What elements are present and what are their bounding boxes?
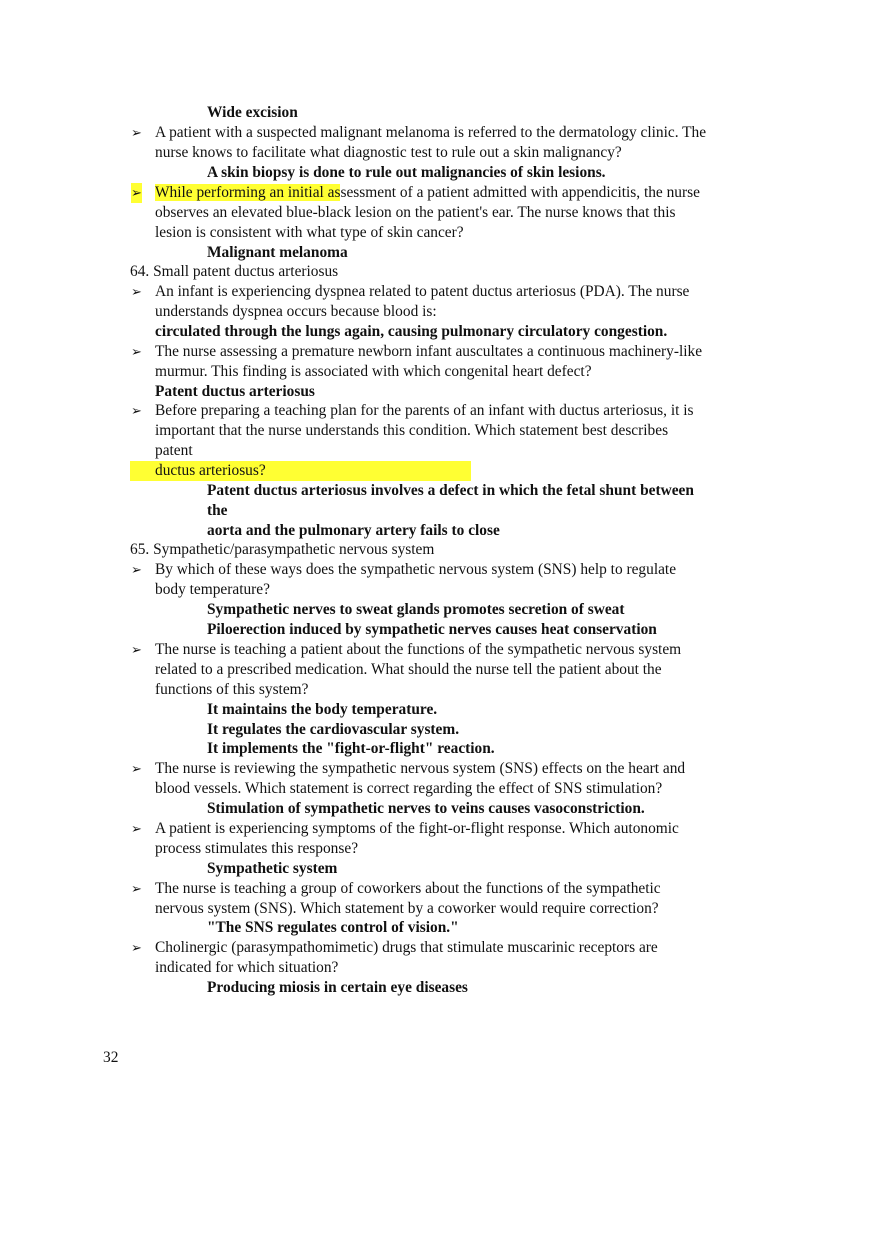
section-heading: 65. Sympathetic/parasympathetic nervous system xyxy=(130,541,435,558)
question-text: blood vessels. Which statement is correct regarding the effect of SNS stimulation? xyxy=(155,780,663,797)
answer-text: Piloerection induced by sympathetic nerves causes heat conservation xyxy=(207,621,657,638)
answer-text: It maintains the body temperature. xyxy=(207,701,438,718)
question-text: By which of these ways does the sympathetic nervous system (SNS) help to regulate xyxy=(155,561,677,578)
page-number: 32 xyxy=(103,1049,119,1066)
answer-text: It regulates the cardiovascular system. xyxy=(207,721,460,738)
question-text: The nurse is teaching a group of coworkers about the functions of the sympathetic xyxy=(155,880,661,897)
bullet-icon: ➢ xyxy=(131,344,142,359)
answer-text: Malignant melanoma xyxy=(207,244,348,261)
question-text: A patient is experiencing symptoms of the fight-or-flight response. Which autonomic xyxy=(155,820,679,837)
answer-text: A skin biopsy is done to rule out malignancies of skin lesions. xyxy=(207,164,606,181)
answer-text: Patent ductus arteriosus xyxy=(155,383,315,400)
bullet-icon: ➢ xyxy=(131,403,142,418)
question-text: The nurse assessing a premature newborn infant auscultates a continuous machinery-like xyxy=(155,343,703,360)
question-text: related to a prescribed medication. What should the nurse tell the patient about the xyxy=(155,661,662,678)
question-text: process stimulates this response? xyxy=(155,840,359,857)
question-text: Before preparing a teaching plan for the parents of an infant with ductus arteriosus, it is xyxy=(155,402,694,419)
answer-text: the xyxy=(207,502,228,519)
section-heading: 64. Small patent ductus arteriosus xyxy=(130,263,339,280)
bullet-icon: ➢ xyxy=(131,821,142,836)
bullet-icon: ➢ xyxy=(131,642,142,657)
bullet-icon: ➢ xyxy=(131,125,142,140)
question-text: functions of this system? xyxy=(155,681,309,698)
question-text: While performing an initial assessment of a patient admitted with appendicitis, the nurse xyxy=(155,184,700,201)
answer-text: Patent ductus arteriosus involves a defect in which the fetal shunt between xyxy=(207,482,694,499)
answer-text: Sympathetic system xyxy=(207,860,338,877)
question-text: observes an elevated blue-black lesion on the patient's ear. The nurse knows that this xyxy=(155,204,676,221)
question-text: understands dyspnea occurs because blood is: xyxy=(155,303,437,320)
question-text: murmur. This finding is associated with which congenital heart defect? xyxy=(155,363,592,380)
bullet-icon: ➢ xyxy=(131,761,142,776)
question-text: patent xyxy=(155,442,193,459)
question-text: ductus arteriosus? xyxy=(155,462,266,479)
question-text: lesion is consistent with what type of skin cancer? xyxy=(155,224,464,241)
question-text: body temperature? xyxy=(155,581,270,598)
bullet-icon: ➢ xyxy=(131,940,142,955)
question-text: important that the nurse understands this condition. Which statement best describes xyxy=(155,422,669,439)
answer-text: aorta and the pulmonary artery fails to close xyxy=(207,522,500,539)
answer-text: Producing miosis in certain eye diseases xyxy=(207,979,468,996)
answer-text: "The SNS regulates control of vision." xyxy=(207,919,459,936)
question-text: The nurse is teaching a patient about the functions of the sympathetic nervous system xyxy=(155,641,682,658)
bullet-icon: ➢ xyxy=(131,284,142,299)
question-text: Cholinergic (parasympathomimetic) drugs that stimulate muscarinic receptors are xyxy=(155,939,658,956)
highlighted-text: While performing an initial as xyxy=(155,184,341,201)
bullet-icon: ➢ xyxy=(131,562,142,577)
answer-text: Wide excision xyxy=(207,104,298,121)
question-text: indicated for which situation? xyxy=(155,959,339,976)
question-text: nervous system (SNS). Which statement by a coworker would require correction? xyxy=(155,900,659,917)
bullet-icon: ➢ xyxy=(131,881,142,896)
answer-text: circulated through the lungs again, causing pulmonary circulatory congestion. xyxy=(155,323,668,340)
question-text: The nurse is reviewing the sympathetic nervous system (SNS) effects on the heart and xyxy=(155,760,686,777)
answer-text: Sympathetic nerves to sweat glands promotes secretion of sweat xyxy=(207,601,625,618)
answer-text: It implements the "fight-or-flight" reaction. xyxy=(207,740,495,757)
bullet-icon: ➢ xyxy=(131,183,142,203)
question-text: An infant is experiencing dyspnea related to patent ductus arteriosus (PDA). The nurse xyxy=(155,283,690,300)
answer-text: Stimulation of sympathetic nerves to veins causes vasoconstriction. xyxy=(207,800,645,817)
question-text: A patient with a suspected malignant melanoma is referred to the dermatology clinic. The xyxy=(155,124,707,141)
question-text: nurse knows to facilitate what diagnostic test to rule out a skin malignancy? xyxy=(155,144,622,161)
